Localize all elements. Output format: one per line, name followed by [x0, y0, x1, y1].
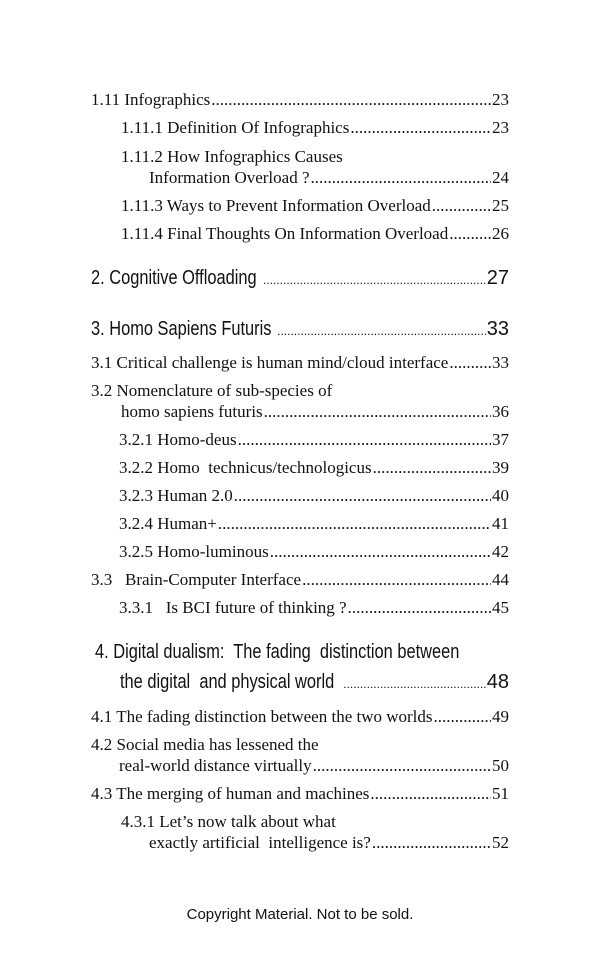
toc-title: 1.11.4 Final Thoughts On Information Overload	[121, 224, 449, 243]
toc-entry-4-3	[91, 784, 509, 804]
toc-page: 40	[492, 486, 509, 505]
leader-dots	[218, 514, 491, 534]
toc-page: 26	[492, 224, 509, 243]
toc-title: the digital and physical world	[120, 671, 335, 693]
toc-entry-4-2-line1: 4.2 Social media has lessened the	[91, 735, 319, 754]
toc-page: 50	[492, 756, 509, 775]
leader-dots	[270, 542, 491, 562]
toc-title: 2. Cognitive Offloading	[91, 267, 257, 289]
toc-page: 36	[492, 402, 509, 421]
toc-title: 4. Digital dualism: The fading distinction between	[95, 641, 460, 663]
leader-dots	[263, 268, 486, 292]
toc-entry-3-2	[121, 402, 509, 422]
toc-title: 4.1 The fading distinction between the two worlds	[91, 707, 433, 726]
toc-title: homo sapiens futuris	[121, 402, 263, 421]
toc-entry-3-2-2	[119, 458, 509, 478]
leader-dots	[343, 672, 485, 696]
toc-title: 4.3 The merging of human and machines	[91, 784, 370, 803]
toc-page: 23	[492, 118, 509, 137]
toc-entry-3-2-4	[119, 514, 509, 534]
copyright-footer: Copyright Material. Not to be sold.	[186, 906, 414, 923]
toc-chapter-3	[91, 317, 509, 343]
toc-title: 3.2.5 Homo-luminous	[119, 542, 269, 561]
leader-dots	[370, 784, 491, 804]
leader-dots	[350, 118, 491, 138]
toc-chapter-2	[91, 266, 509, 292]
toc-page: 44	[492, 570, 509, 589]
toc-title: Information Overload ?	[149, 168, 310, 187]
leader-dots	[434, 707, 491, 727]
toc-entry-3-2-3	[119, 486, 509, 506]
toc-page: 42	[492, 542, 509, 561]
leader-dots	[302, 570, 491, 590]
toc-entry-1-11-2-line1: 1.11.2 How Infographics Causes	[121, 147, 343, 166]
toc-page: 33	[492, 353, 509, 372]
leader-dots	[372, 833, 491, 853]
toc-title: 3.2.4 Human+	[119, 514, 217, 533]
leader-dots	[311, 168, 492, 188]
toc-page: 41	[492, 514, 509, 533]
toc-chapter-4	[120, 670, 509, 696]
toc-title: 3.3 Brain-Computer Interface	[91, 570, 302, 589]
toc-title: 3.2.3 Human 2.0	[119, 486, 233, 505]
leader-dots	[348, 598, 491, 618]
leader-dots	[449, 353, 491, 373]
toc-page: 25	[492, 196, 509, 215]
toc-title: 3.3.1 Is BCI future of thinking ?	[119, 598, 347, 617]
toc-chapter-4-line1	[95, 640, 539, 664]
toc-title: 1.11.3 Ways to Prevent Information Overload	[121, 196, 431, 215]
toc-page: 33	[486, 318, 509, 340]
toc-page: 27	[486, 267, 509, 289]
toc-title: exactly artificial intelligence is?	[149, 833, 371, 852]
toc-page: 37	[492, 430, 509, 449]
toc-entry-3-3	[91, 570, 509, 590]
toc-page: 52	[492, 833, 509, 852]
toc-page: 39	[492, 458, 509, 477]
leader-dots	[277, 319, 486, 343]
toc-entry-3-2-5	[119, 542, 509, 562]
toc-page: 48	[486, 671, 509, 693]
toc-title: real-world distance virtually	[119, 756, 312, 775]
leader-dots	[373, 458, 491, 478]
toc-title: 3.2.1 Homo-deus	[119, 430, 237, 449]
toc-page: 23	[492, 90, 509, 109]
toc-entry-1-11-1	[121, 118, 509, 138]
leader-dots	[238, 430, 491, 450]
toc-title: 3.2.2 Homo technicus/technologicus	[119, 458, 372, 477]
toc-entry-1-11-2	[149, 168, 509, 188]
leader-dots	[432, 196, 491, 216]
toc-entry-1-11-4	[121, 224, 509, 244]
leader-dots	[449, 224, 491, 244]
toc-title: 1.11.1 Definition Of Infographics	[121, 118, 350, 137]
toc-entry-4-3-1	[149, 833, 509, 853]
toc-entry-1-11	[91, 90, 509, 110]
toc-page: 45	[492, 598, 509, 617]
toc-entry-1-11-3	[121, 196, 509, 216]
toc-entry-3-2-line1: 3.2 Nomenclature of sub-species of	[91, 381, 333, 400]
toc-page: 24	[492, 168, 509, 187]
leader-dots	[264, 402, 491, 422]
toc-entry-4-2	[119, 756, 509, 776]
toc-page: 49	[492, 707, 509, 726]
leader-dots	[211, 90, 491, 110]
leader-dots	[234, 486, 491, 506]
toc-page: 51	[492, 784, 509, 803]
toc-entry-3-2-1	[119, 430, 509, 450]
toc-title: 3.1 Critical challenge is human mind/cloud interface	[91, 353, 449, 372]
toc-entry-3-1	[91, 353, 509, 373]
leader-dots	[313, 756, 491, 776]
toc-entry-3-3-1	[119, 598, 509, 618]
toc-title: 3. Homo Sapiens Futuris	[91, 318, 272, 340]
toc-entry-4-1	[91, 707, 509, 727]
toc-entry-4-3-1-line1: 4.3.1 Let’s now talk about what	[121, 812, 336, 831]
toc-title: 1.11 Infographics	[91, 90, 211, 109]
